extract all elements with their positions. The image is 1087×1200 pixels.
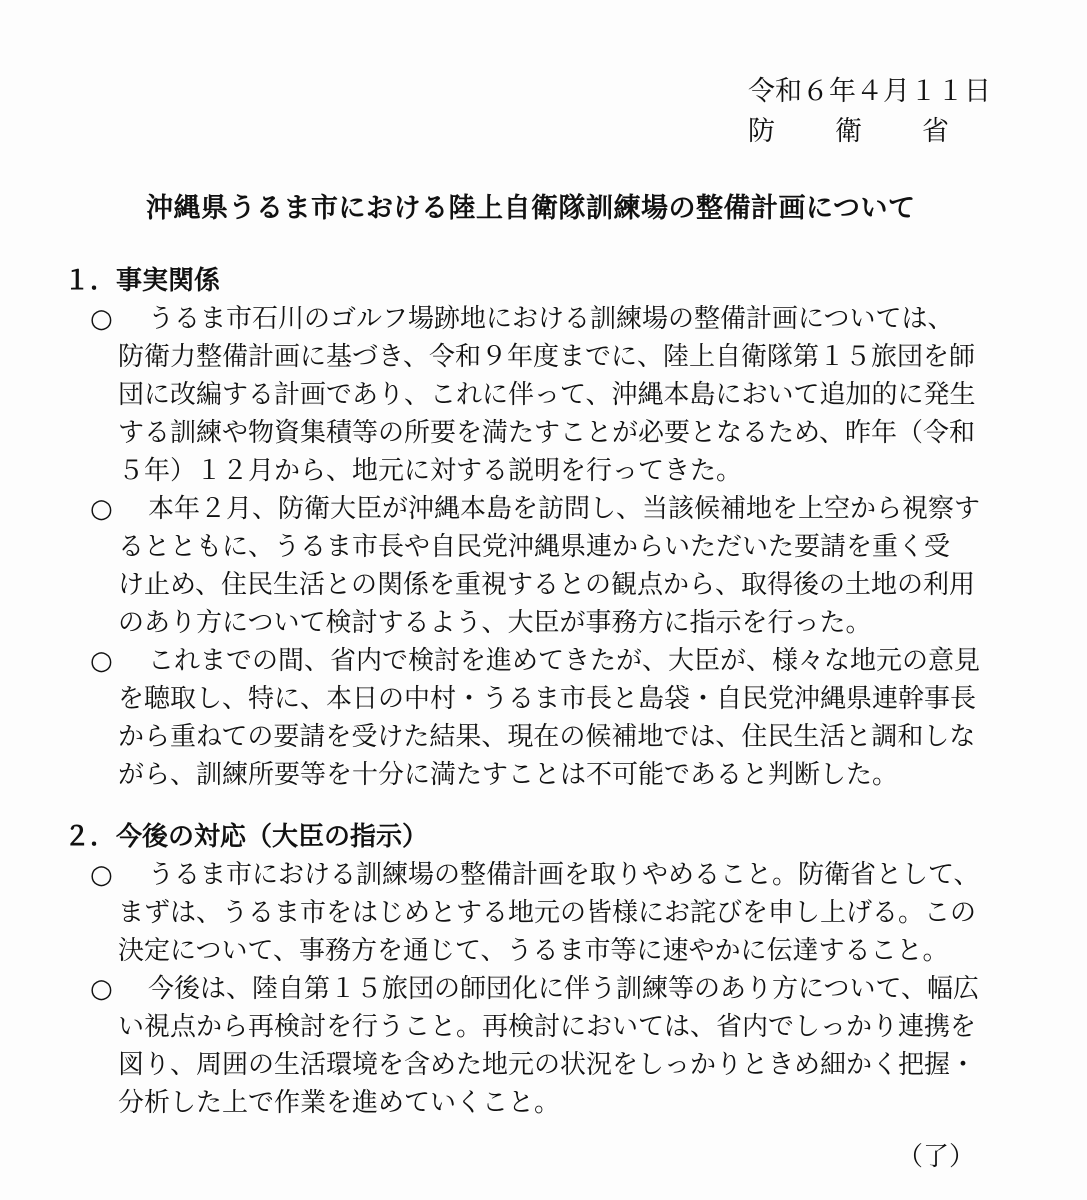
list-item [64, 490, 994, 642]
document-header [748, 72, 1009, 152]
bullet-circle-icon: ○ [90, 494, 113, 524]
paragraph-line: ５年）１２月から、地元に対する説明を行ってきた。 [118, 456, 743, 486]
list-item [64, 970, 994, 1122]
paragraph-line: 図り、周囲の生活環境を含めた地元の状況をしっかりときめ細かく把握・ [118, 1050, 977, 1080]
document-title: 沖縄県うるま市における陸上自衛隊訓練場の整備計画について [146, 193, 916, 224]
paragraph-line: うるま市石川のゴルフ場跡地における訓練場の整備計画については、 [148, 304, 954, 334]
document-date: 令和６年４月１１日 [748, 76, 991, 107]
bullet-circle-icon: ○ [90, 860, 113, 890]
list-item [64, 300, 994, 490]
paragraph-line: い視点から再検討を行うこと。再検討においては、省内でしっかり連携を [118, 1012, 977, 1042]
paragraph-line: 団に改編する計画であり、これに伴って、沖縄本島において追加的に発生 [118, 380, 976, 410]
list-item [64, 642, 994, 794]
paragraph-line: 防衛力整備計画に基づき、令和９年度までに、陸上自衛隊第１５旅団を師 [118, 342, 975, 372]
bullet-circle-icon: ○ [90, 646, 113, 676]
paragraph-line: これまでの間、省内で検討を進めてきたが、大臣が、様々な地元の意見 [148, 646, 981, 676]
issuing-organization: 防衛省 [748, 116, 1009, 147]
paragraph-line: 本年２月、防衛大臣が沖縄本島を訪問し、当該候補地を上空から視察す [148, 494, 981, 524]
section-heading: ２．今後の対応（大臣の指示） [64, 822, 429, 852]
closing-mark: （了） [896, 1142, 975, 1172]
paragraph-line: 今後は、陸自第１５旅団の師団化に伴う訓練等のあり方について、幅広 [148, 974, 979, 1004]
paragraph-line: を聴取し、特に、本日の中村・うるま市長と島袋・自民党沖縄県連幹事長 [118, 684, 977, 714]
paragraph-line: け止め、住民生活との関係を重視するとの観点から、取得後の土地の利用 [118, 570, 975, 600]
paragraph-line: うるま市における訓練場の整備計画を取りやめること。防衛省として、 [148, 860, 980, 890]
paragraph-line: する訓練や物資集積等の所要を満たすことが必要となるため、昨年（令和 [118, 418, 975, 448]
section-heading: １．事実関係 [64, 266, 221, 296]
bullet-circle-icon: ○ [90, 974, 113, 1004]
paragraph-line: がら、訓練所要等を十分に満たすことは不可能であると判断した。 [118, 760, 899, 790]
paragraph-line: るとともに、うるま市長や自民党沖縄県連からいただいた要請を重く受 [118, 532, 951, 562]
paragraph-line: まずは、うるま市をはじめとする地元の皆様にお詫びを申し上げる。この [118, 898, 977, 928]
paragraph-line: から重ねての要請を受けた結果、現在の候補地では、住民生活と調和しな [118, 722, 976, 752]
paragraph-line: 分析した上で作業を進めていくこと。 [118, 1088, 561, 1118]
list-item [64, 856, 994, 970]
paragraph-line: 決定について、事務方を通じて、うるま市等に速やかに伝達すること。 [118, 936, 949, 966]
paragraph-line: のあり方について検討するよう、大臣が事務方に指示を行った。 [118, 608, 872, 638]
section-facts [64, 262, 994, 794]
section-future-response [64, 818, 994, 1122]
bullet-circle-icon: ○ [90, 304, 113, 334]
